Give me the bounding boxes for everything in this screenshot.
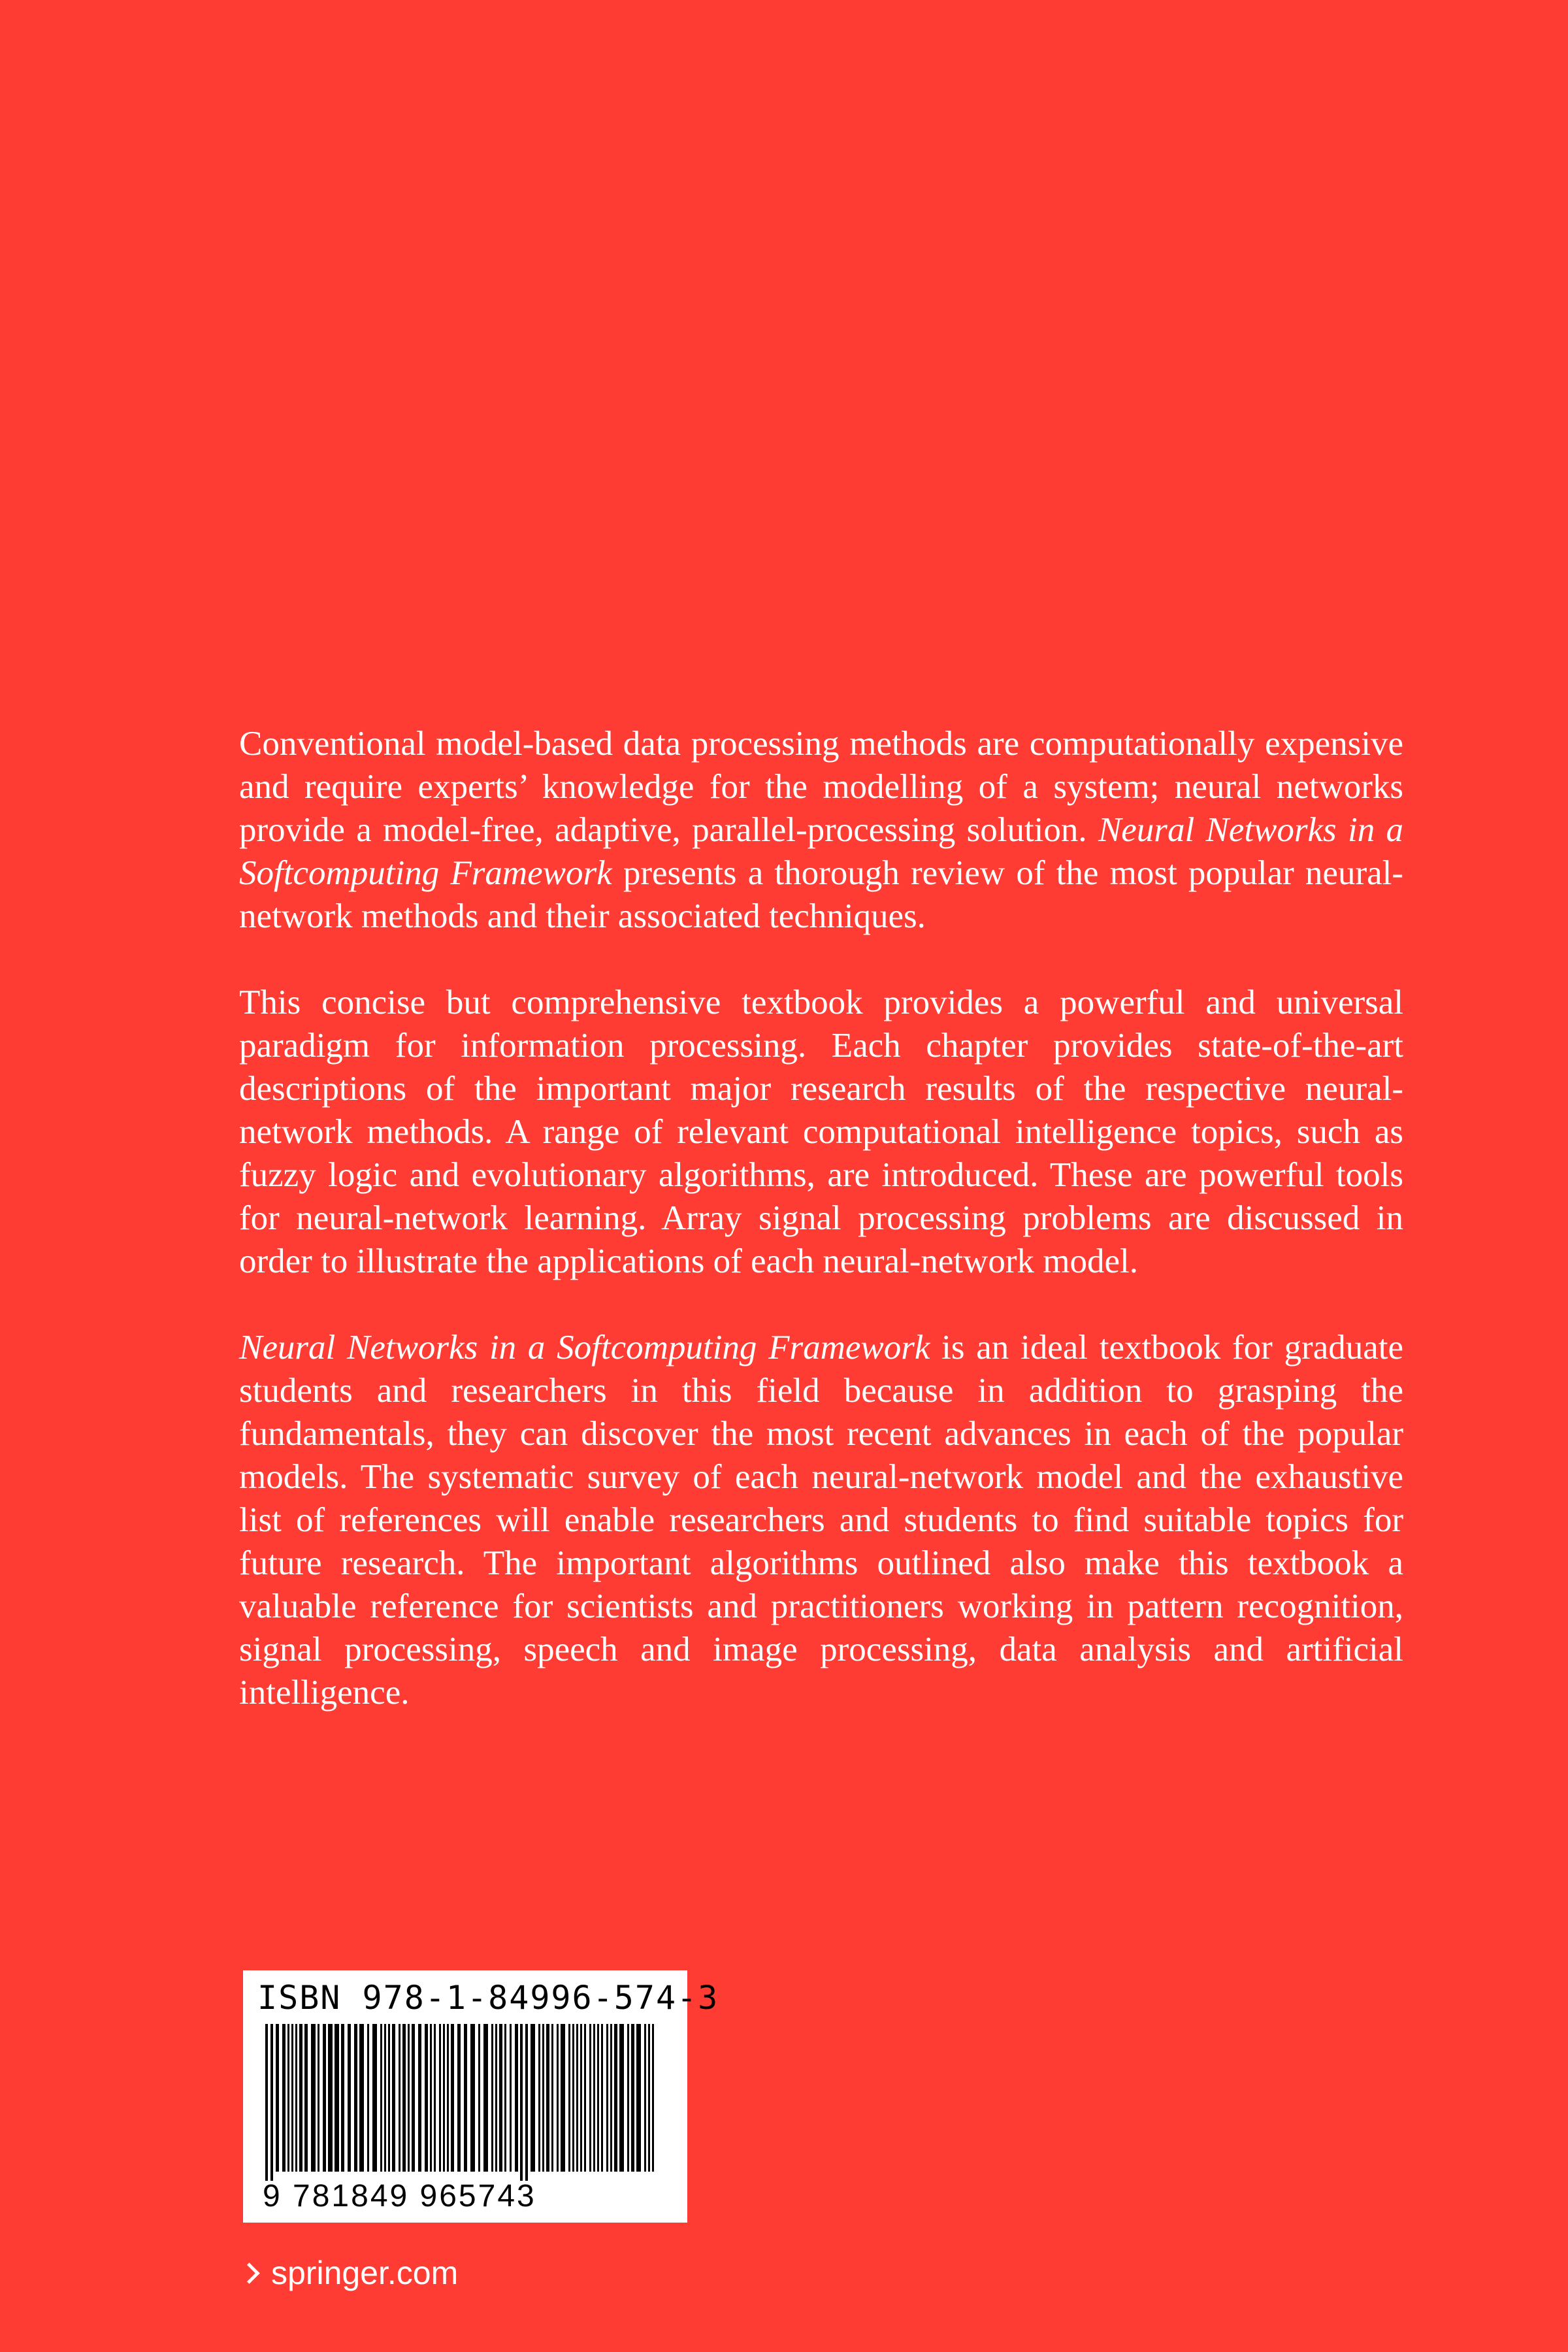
barcode-bar (392, 2024, 395, 2172)
barcode-bar (447, 2024, 449, 2172)
barcode-bar (457, 2024, 461, 2172)
publisher-link[interactable] (242, 2253, 458, 2293)
barcode-bar (265, 2024, 268, 2181)
barcode-bar (311, 2024, 316, 2172)
barcode-bar (652, 2024, 654, 2172)
barcode-bar (568, 2024, 570, 2172)
barcode-bar (520, 2024, 523, 2181)
barcode-icon (256, 2024, 674, 2181)
barcode-bar (276, 2024, 279, 2172)
barcode-bar (402, 2024, 406, 2172)
barcode-bar (648, 2024, 650, 2172)
barcode-bar (295, 2024, 297, 2172)
barcode-bar (399, 2024, 400, 2172)
barcode-bar (580, 2024, 582, 2172)
barcode-bar (572, 2024, 574, 2172)
barcode-bar (372, 2024, 377, 2172)
book-title-italic: Neural Networks in a Softcomputing Framework (239, 1329, 930, 1366)
barcode-bar (601, 2024, 603, 2172)
barcode-bar (499, 2024, 502, 2172)
barcode-bar (491, 2024, 493, 2172)
barcode-bar (464, 2024, 467, 2172)
barcode-bar (412, 2024, 415, 2172)
barcode-bar (610, 2024, 612, 2172)
barcode-bar (542, 2024, 544, 2172)
ean-digits: 9 781849 965743 (263, 2179, 536, 2213)
barcode-bar (328, 2024, 333, 2172)
barcode-bar (380, 2024, 382, 2172)
blurb-p3-rest: is an ideal textbook for graduate students and researchers in this field because in addition to grasping the fundamentals, they can discover the most recent advances in each of the popular models. The systematic survey of each neural-network model and the exhaustive list of references will enable researchers and students to find suitable topics for future research. The important algorithms outlined also make this textbook a valuable reference for scientists and practitioners working in pattern recognition, signal processing, speech and image processing, data analysis and artificial intelligence. (239, 1329, 1403, 1712)
barcode-bar (636, 2024, 641, 2172)
blurb-paragraph-1 (239, 722, 1403, 938)
publisher-link-text: springer.com (271, 2255, 459, 2291)
barcode-bar (597, 2024, 599, 2172)
barcode-bar (341, 2024, 344, 2172)
barcode-bar (384, 2024, 386, 2172)
barcode-bar (546, 2024, 549, 2172)
barcode-bar (619, 2024, 624, 2172)
back-cover-blurb (239, 722, 1403, 1714)
barcode-bar (470, 2024, 475, 2172)
barcode-bar (531, 2024, 535, 2172)
barcode-bar (430, 2024, 432, 2172)
barcode-bar (408, 2024, 410, 2172)
barcode-bar (495, 2024, 497, 2172)
barcode-bar (354, 2024, 357, 2172)
barcode-bar (606, 2024, 608, 2172)
barcode-bar (644, 2024, 646, 2172)
barcode-bar (425, 2024, 428, 2172)
barcode-bar (478, 2024, 480, 2172)
blurb-p1-rest: presents a thorough review of the most popular neural-network methods and their associated techniques. (239, 854, 1404, 935)
barcode-bar (418, 2024, 421, 2172)
barcode-bar (318, 2024, 319, 2172)
blurb-paragraph-3 (239, 1326, 1403, 1714)
book-title-italic: Neural Networks in a Softcomputing Framework (239, 811, 1403, 892)
barcode-bar (593, 2024, 595, 2172)
barcode-bar (304, 2024, 308, 2172)
barcode-bar (538, 2024, 540, 2172)
barcode-bar (504, 2024, 506, 2172)
barcode-bar (584, 2024, 586, 2172)
barcode-bar (589, 2024, 591, 2172)
isbn-label: ISBN 978-1-84996-574-3 (257, 1979, 719, 2017)
blurb-paragraph-2: This concise but comprehensive textbook provides a powerful and universal paradigm for information processing. Each chapter provides state-of-the-art descriptions of the important major research results of the respective neural-network methods. A range of relevant computational intelligence topics, such as fuzzy logic and evolutionary algorithms, are introduced. These are powerful tools for neural-network learning. Array signal processing problems are discussed in order to illustrate the applications of each neural-network model. (239, 984, 1403, 1280)
barcode-bar (483, 2024, 488, 2172)
barcode-bar (367, 2024, 369, 2172)
barcode-bar (291, 2024, 293, 2172)
barcode-bar (299, 2024, 302, 2172)
barcode-bar (561, 2024, 565, 2172)
barcode-bar (359, 2024, 364, 2172)
barcode-bar (614, 2024, 617, 2172)
isbn-barcode-box (243, 1970, 719, 2223)
blurb-p1-intro: Conventional model-based data processing methods are computationally expensive and require experts’ knowledge for the modelling of a system; neural networks provide a model-free, adaptive, parallel-processing solution. (239, 725, 1403, 849)
barcode-bar (551, 2024, 553, 2172)
barcode-bar (515, 2024, 518, 2172)
barcode-bar (282, 2024, 286, 2172)
barcode-bar (557, 2024, 559, 2172)
barcode-bar (443, 2024, 445, 2172)
barcode-bar (439, 2024, 441, 2172)
barcode-bar (348, 2024, 351, 2172)
barcode-bar (287, 2024, 289, 2172)
barcode-bar (451, 2024, 454, 2172)
barcode-bar (525, 2024, 528, 2181)
barcode-bar (388, 2024, 390, 2172)
barcode-bar (576, 2024, 578, 2172)
barcode-bar (510, 2024, 512, 2172)
barcode-bar (434, 2024, 436, 2172)
barcode-bar (270, 2024, 273, 2181)
barcode-bar (323, 2024, 326, 2172)
barcode-bar (627, 2024, 629, 2172)
chevron-right-icon (238, 2262, 260, 2284)
barcode-bar (335, 2024, 339, 2172)
barcode-bar (631, 2024, 634, 2172)
